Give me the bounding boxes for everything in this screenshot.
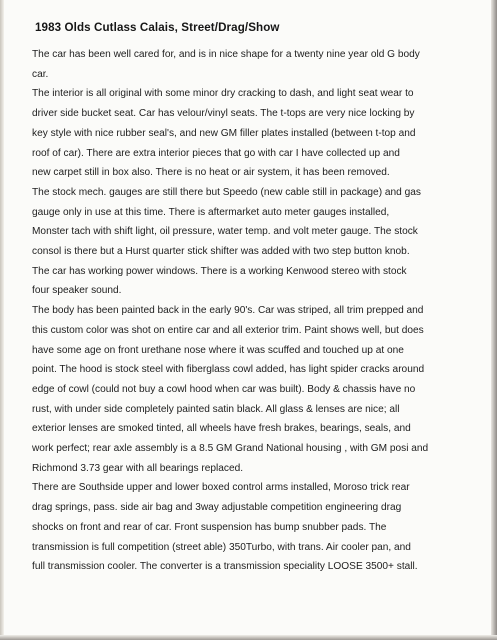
body-line: work perfect; rear axle assembly is a 8.5 GM Grand National housing , with GM posi and	[32, 443, 429, 455]
page-edge-right	[491, 0, 497, 640]
body-line: point. The hood is stock steel with fiberglass cowl added, has light spider cracks around	[32, 364, 425, 376]
body-line: There are Southside upper and lower boxed control arms installed, Moroso trick rear	[32, 482, 410, 494]
body-line: transmission is full competition (street able) 350Turbo, with trans. Air cooler pan, and	[32, 541, 411, 553]
body-line: driver side bucket seat. Car has velour/vinyl seats. The t-tops are very nice locking by	[32, 108, 415, 120]
body-line: key style with nice rubber seal's, and new GM filler plates installed (between t-top and	[32, 127, 416, 139]
document-body	[32, 45, 480, 577]
body-line: consol is there but a Hurst quarter stick shifter was added with two step button knob.	[32, 246, 410, 258]
body-line: drag springs, pass. side air bag and 3way adjustable competition engineering drag	[32, 502, 402, 514]
body-line: The body has been painted back in the early 90's. Car was striped, all trim prepped and	[32, 305, 424, 317]
body-line: The stock mech. gauges are still there but Speedo (new cable still in package) and gas	[32, 186, 421, 198]
document-title: 1983 Olds Cutlass Calais, Street/Drag/Show	[35, 21, 280, 34]
page-edge-left	[0, 0, 4, 640]
page-edge-bottom	[0, 635, 497, 640]
body-line: this custom color was shot on entire car and all exterior trim. Paint shows well, but does	[32, 324, 424, 336]
body-line: edge of cowl (could not buy a cowl hood when car was built). Body & chassis have no	[32, 383, 416, 395]
body-line: full transmission cooler. The converter is a transmission speciality LOOSE 3500+ stall.	[32, 561, 418, 573]
body-line: Richmond 3.73 gear with all bearings replaced.	[32, 462, 244, 474]
body-line: The interior is all original with some minor dry cracking to dash, and light seat wear to	[32, 88, 414, 100]
body-line: new carpet still in box also. There is no heat or air system, it has been removed.	[32, 167, 390, 179]
body-line: gauge only in use at this time. There is aftermarket auto meter gauges installed,	[32, 206, 390, 218]
body-line: The car has been well cared for, and is in nice shape for a twenty nine year old G body	[32, 49, 420, 60]
body-line: Monster tach with shift light, oil pressure, water temp. and volt meter gauge. The stock	[32, 226, 418, 238]
body-line: shocks on front and rear of car. Front suspension has bump snubber pads. The	[32, 521, 387, 533]
body-line: four speaker sound.	[32, 285, 122, 297]
body-line: have some age on front urethane nose where it was scuffed and touched up at one	[32, 344, 404, 356]
body-line: car.	[32, 68, 49, 80]
body-line: The car has working power windows. There is a working Kenwood stereo with stock	[32, 265, 407, 277]
body-line: rust, with under side completely painted satin black. All glass & lenses are nice; all	[32, 403, 400, 415]
body-line: roof of car). There are extra interior pieces that go with car I have collected up and	[32, 147, 400, 159]
body-line: exterior lenses are smoked tinted, all wheels have fresh brakes, bearings, seals, and	[32, 423, 411, 435]
